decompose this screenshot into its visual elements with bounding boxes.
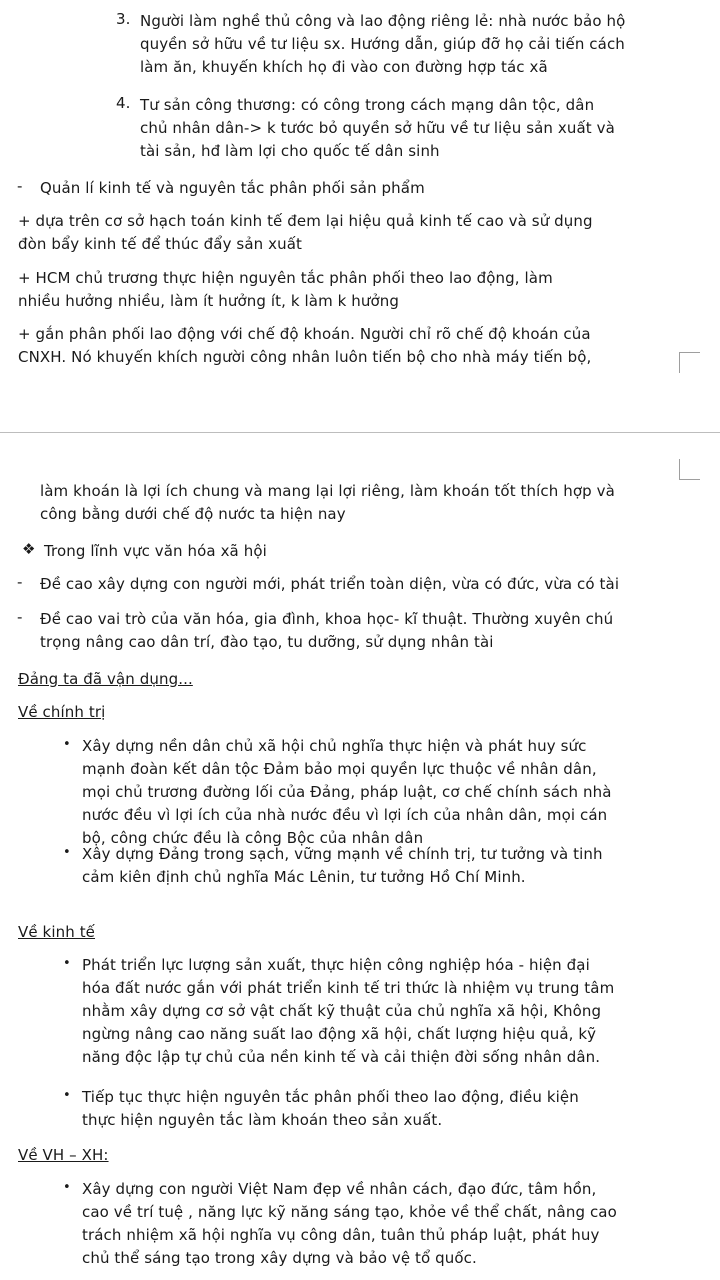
text-line: làm khoán là lợi ích chung và mang lại lợi riêng, làm khoán tốt thích hợp và [40,482,615,500]
management-heading [40,177,425,200]
plus-paragraph-1 [18,210,593,256]
text-line: Người làm nghề thủ công và lao động riêng lẻ: nhà nước bảo hộ [140,12,626,30]
text-line: bộ, công chức đều là công Bộc của nhân dân [82,829,424,847]
text-line: Xây dựng con người Việt Nam đẹp về nhân cách, đạo đức, tâm hồn, [82,1180,597,1198]
text-line: đòn bẩy kinh tế để thúc đẩy sản xuất [18,235,302,253]
list-number-3: 3. [116,10,131,28]
text-line: mọi chủ trương đường lối của Đảng, pháp luật, cơ chế chính sách nhà [82,783,612,801]
text-line: làm ăn, khuyến khích họ đi vào con đường hợp tác xã [140,58,548,76]
text-line: chủ nhân dân-> k tước bỏ quyền sở hữu về tư liệu sản xuất và [140,119,615,137]
heading-economy [18,921,95,944]
text-line: trọng nâng cao dân trí, đào tạo, tu dưỡng, sử dụng nhân tài [40,633,494,651]
text-line: Đảng ta đã vận dụng... [18,670,193,688]
politics-bullet-1 [82,735,612,850]
text-line: hóa đất nước gắn với phát triển kinh tế tri thức là nhiệm vụ trung tâm [82,979,615,997]
bullet-dot-icon: • [63,845,71,860]
dash-item-1 [40,573,619,596]
text-line: Về chính trị [18,703,106,721]
heading-politics [18,701,105,724]
bullet-dot-icon: • [63,1180,71,1195]
text-line: cảm kiên định chủ nghĩa Mác Lênin, tư tưởng Hồ Chí Minh. [82,868,526,886]
text-line: quyền sở hữu về tư liệu sx. Hướng dẫn, giúp đỡ họ cải tiến cách [140,35,625,53]
text-line: cao về trí tuệ , năng lực kỹ năng sáng tạo, khỏe về thể chất, nâng cao [82,1203,617,1221]
dash-marker: - [17,608,23,626]
list-item-4 [140,94,615,163]
list-item-3 [140,10,625,79]
document-page-top [0,0,720,432]
text-line: tài sản, hđ làm lợi cho quốc tế dân sinh [140,142,440,160]
text-line: nhiều hưởng nhiều, làm ít hưởng ít, k làm k hưởng [18,292,400,310]
text-line: Về kinh tế [18,923,96,941]
plus-paragraph-2 [18,267,553,313]
bullet-dot-icon: • [63,737,71,752]
economy-bullet-1 [82,954,614,1069]
text-line: CNXH. Nó khuyến khích người công nhân luôn tiến bộ cho nhà máy tiến bộ, [18,348,592,366]
page-corner-mark [679,459,700,480]
text-line: mạnh đoàn kết dân tộc Đảm bảo mọi quyền lực thuộc về nhân dân, [82,760,597,778]
culture-bullet-1 [82,1178,617,1270]
text-line: Tiếp tục thực hiện nguyên tắc phân phối theo lao động, điều kiện [82,1088,579,1106]
text-line: Đề cao xây dựng con người mới, phát triển toàn diện, vừa có đức, vừa có tài [40,575,620,593]
heading-culture-society [18,1144,109,1167]
heading-party-applied [18,668,193,691]
text-line: Đề cao vai trò của văn hóa, gia đình, khoa học- kĩ thuật. Thường xuyên chú [40,610,614,628]
text-line: + dựa trên cơ sở hạch toán kinh tế đem lại hiệu quả kinh tế cao và sử dụng [18,212,593,230]
text-line: + HCM chủ trương thực hiện nguyên tắc phân phối theo lao động, làm [18,269,553,287]
bullet-dot-icon: • [63,1088,71,1103]
text-line: thực hiện nguyên tắc làm khoán theo sản xuất. [82,1111,443,1129]
text-line: Về VH – XH: [18,1146,109,1164]
politics-bullet-2 [82,843,603,889]
text-line: công bằng dưới chế độ nước ta hiện nay [40,505,346,523]
dash-marker: - [17,177,23,195]
bullet-dot-icon: • [63,956,71,971]
text-line: Tư sản công thương: có công trong cách mạng dân tộc, dân [140,96,595,114]
text-line: trách nhiệm xã hội nghĩa vụ công dân, tuân thủ pháp luật, phát huy [82,1226,600,1244]
text-line: chủ thể sáng tạo trong xây dựng và bảo vệ tổ quốc. [82,1249,477,1267]
text-line: Phát triển lực lượng sản xuất, thực hiện công nghiệp hóa - hiện đại [82,956,590,974]
document-page-bottom [0,433,720,1280]
text-line: Quản lí kinh tế và nguyên tắc phân phối sản phẩm [40,179,425,197]
list-number-4: 4. [116,94,131,112]
text-line: nước đều vì lợi ích của nhà nước đều vì lợi ích của nhân dân, mọi cán [82,806,608,824]
dash-item-2 [40,608,613,654]
text-line: + gắn phân phối lao động với chế độ khoán. Người chỉ rõ chế độ khoán của [18,325,591,343]
diamond-bullet-icon: ❖ [22,540,36,558]
text-line: Xây dựng nền dân chủ xã hội chủ nghĩa thực hiện và phát huy sức [82,737,587,755]
economy-bullet-2 [82,1086,579,1132]
dash-marker: - [17,573,23,591]
culture-section-heading [44,540,267,563]
plus-paragraph-3 [18,323,591,369]
text-line: nhằm xây dựng cơ sở vật chất kỹ thuật của chủ nghĩa xã hội, Không [82,1002,602,1020]
text-line: năng độc lập tự chủ của nền kinh tế và cải thiện đời sống nhân dân. [82,1048,601,1066]
text-line: ngừng nâng cao năng suất lao động xã hội, chất lượng hiệu quả, kỹ [82,1025,597,1043]
text-line: Xây dựng Đảng trong sạch, vững mạnh về chính trị, tư tưởng và tinh [82,845,603,863]
continuation-paragraph [40,480,615,526]
page-corner-mark [679,352,700,373]
text-line: Trong lĩnh vực văn hóa xã hội [44,542,267,560]
